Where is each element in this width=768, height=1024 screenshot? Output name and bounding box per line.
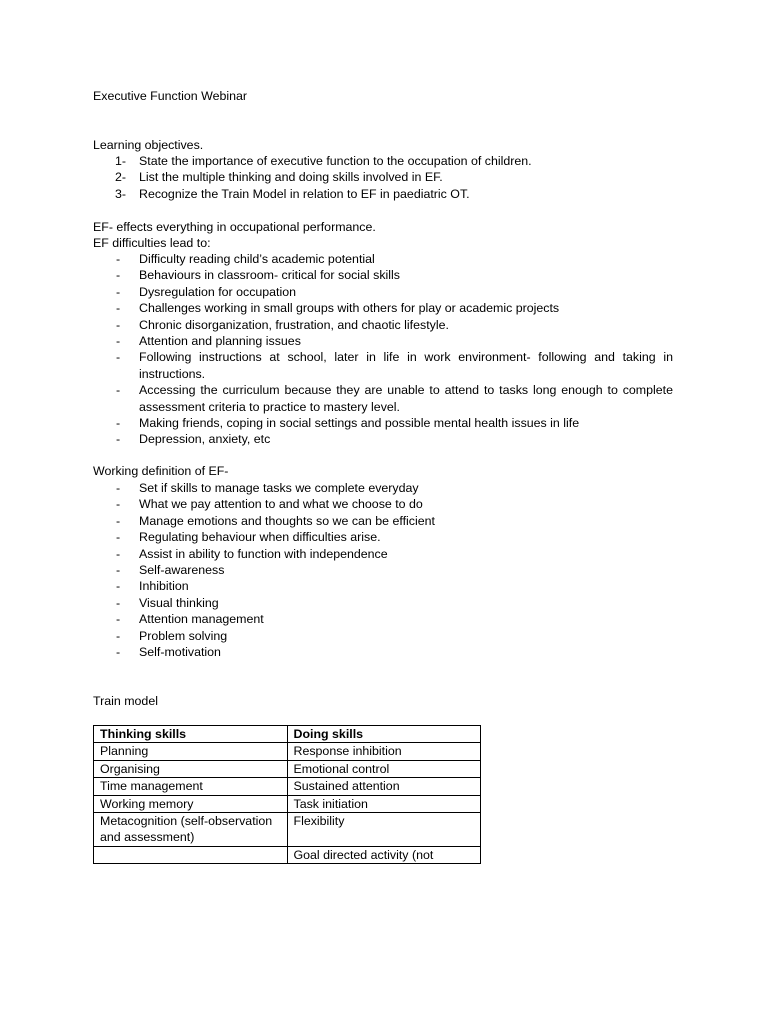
list-item: - Making friends, coping in social settings and possible mental health issues in life <box>93 415 673 431</box>
list-item: - Challenges working in small groups with others for play or academic projects <box>93 300 673 316</box>
working-definition-list <box>93 480 673 660</box>
list-item: - Set if skills to manage tasks we complete everyday <box>93 480 673 496</box>
table-cell: Metacognition (self-observation and assessment) <box>94 813 288 847</box>
learning-objectives-list <box>93 153 673 202</box>
list-item: - Regulating behaviour when difficulties arise. <box>93 529 673 545</box>
table-cell: Goal directed activity (not <box>287 846 481 863</box>
list-item: 1- State the importance of executive function to the occupation of children. <box>115 154 532 168</box>
table-row <box>94 846 481 863</box>
ef-difficulties-heading: EF difficulties lead to: <box>93 236 211 250</box>
table-row <box>94 813 481 847</box>
list-item: - Accessing the curriculum because they are unable to attend to tasks long enough to complete assessment criteria to practice to mastery level. <box>93 382 673 415</box>
list-item: - Self-motivation <box>93 644 673 660</box>
list-item: - Difficulty reading child’s academic potential <box>93 251 673 267</box>
table-header-row <box>94 726 481 743</box>
list-item: - Assist in ability to function with independence <box>93 546 673 562</box>
ef-difficulties-list <box>93 251 673 448</box>
table-cell: Flexibility <box>287 813 481 847</box>
list-item: - Depression, anxiety, etc <box>93 431 673 447</box>
table-row <box>94 778 481 795</box>
list-item: - Attention and planning issues <box>93 333 673 349</box>
train-model-table <box>93 725 481 864</box>
table-cell: Organising <box>94 760 288 777</box>
list-item: - Inhibition <box>93 578 673 594</box>
table-cell: Emotional control <box>287 760 481 777</box>
column-header: Doing skills <box>287 726 481 743</box>
list-item: - Visual thinking <box>93 595 673 611</box>
list-item: - Problem solving <box>93 628 673 644</box>
list-item: - Manage emotions and thoughts so we can be efficient <box>93 513 673 529</box>
list-item: 3- Recognize the Train Model in relation to EF in paediatric OT. <box>115 186 470 201</box>
ef-effects-text: EF- effects everything in occupational performance. <box>93 220 376 234</box>
train-model-heading: Train model <box>93 694 158 708</box>
table-row <box>94 743 481 760</box>
document-title: Executive Function Webinar <box>93 89 248 103</box>
table-cell: Working memory <box>94 795 288 812</box>
list-item: - Following instructions at school, later in life in work environment- following and taking in instructions. <box>93 349 673 382</box>
table-cell: Sustained attention <box>287 778 481 795</box>
table-row <box>94 795 481 812</box>
column-header: Thinking skills <box>94 726 288 743</box>
table-cell: Planning <box>94 743 288 760</box>
list-item: 2- List the multiple thinking and doing skills involved in EF. <box>115 170 443 185</box>
table-row <box>94 760 481 777</box>
list-item: - Attention management <box>93 611 673 627</box>
list-item: - Behaviours in classroom- critical for social skills <box>93 267 673 283</box>
list-item: - Dysregulation for occupation <box>93 284 673 300</box>
table-cell: Task initiation <box>287 795 481 812</box>
table-cell: Response inhibition <box>287 743 481 760</box>
list-item: - Self-awareness <box>93 562 673 578</box>
working-definition-heading: Working definition of EF- <box>93 464 229 478</box>
table-cell <box>94 846 288 863</box>
table-cell: Time management <box>94 778 288 795</box>
list-item: - Chronic disorganization, frustration, and chaotic lifestyle. <box>93 317 673 333</box>
list-item: - What we pay attention to and what we choose to do <box>93 496 673 512</box>
learning-objectives-heading: Learning objectives. <box>93 138 204 152</box>
